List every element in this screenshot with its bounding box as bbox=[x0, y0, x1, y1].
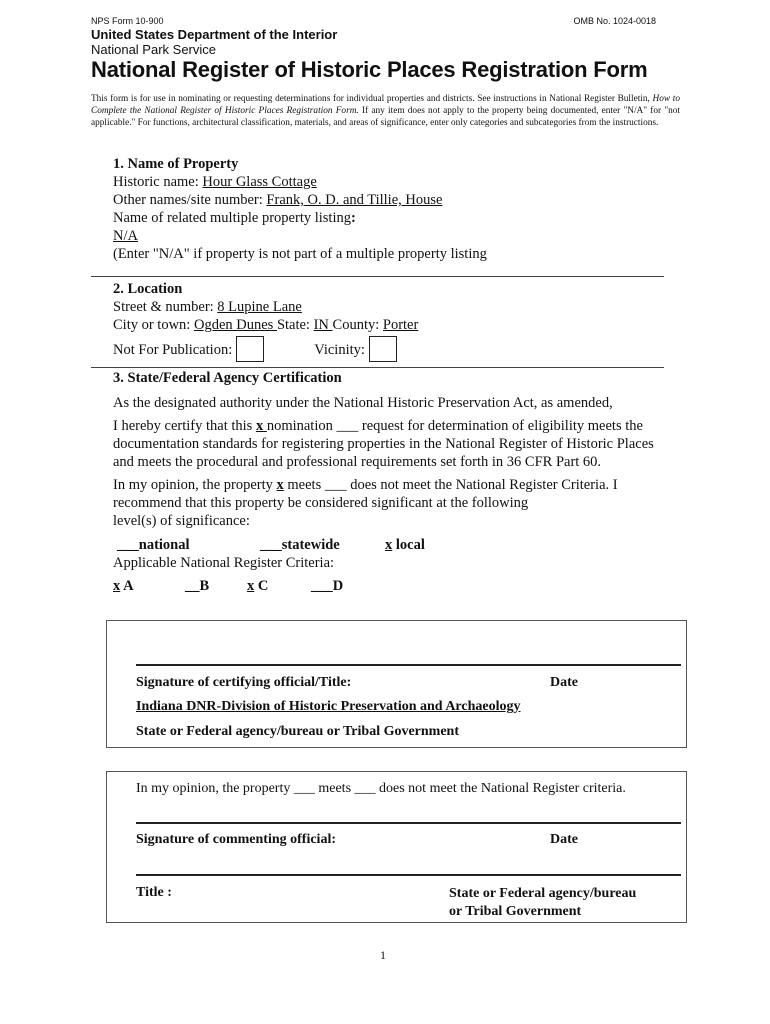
certify-line-2: documentation standards for registering properties in the National Register of Historic Places bbox=[113, 436, 654, 452]
section-2-heading: 2. Location bbox=[113, 281, 183, 297]
historic-name-label: Historic name: bbox=[113, 174, 203, 190]
commenting-signature-label: Signature of commenting official: bbox=[136, 832, 336, 847]
significance-levels bbox=[113, 536, 654, 554]
certify-nomination: nomination bbox=[266, 418, 337, 434]
commenting-title-line[interactable] bbox=[136, 874, 681, 876]
state-label: State: bbox=[276, 317, 314, 333]
commenting-date-label: Date bbox=[550, 832, 578, 847]
other-names-row bbox=[113, 191, 487, 209]
street-value: 8 Lupine Lane bbox=[217, 299, 302, 315]
certifying-signature-label: Signature of certifying official/Title: bbox=[136, 675, 352, 690]
section-3-heading: 3. State/Federal Agency Certification bbox=[113, 370, 342, 386]
level-statewide-mark: ___ bbox=[260, 537, 282, 553]
other-names-value: Frank, O. D. and Tillie, House bbox=[266, 192, 443, 208]
authority-statement: As the designated authority under the National Historic Preservation Act, as amended, bbox=[113, 395, 613, 411]
criterion-b-mark: __ bbox=[185, 578, 200, 594]
section-divider-1 bbox=[91, 276, 664, 277]
level-national bbox=[117, 536, 190, 554]
state-value: IN bbox=[313, 317, 333, 333]
commenting-title-label: Title : bbox=[136, 885, 172, 900]
omb-number: OMB No. 1024-0018 bbox=[573, 16, 656, 26]
section-name-of-property bbox=[113, 155, 487, 263]
commenting-agency-line-2: or Tribal Government bbox=[449, 904, 582, 919]
city-label: City or town: bbox=[113, 317, 194, 333]
related-listing-label: Name of related multiple property listing bbox=[113, 210, 351, 226]
commenting-agency-label bbox=[449, 885, 636, 921]
criterion-c bbox=[247, 577, 268, 595]
historic-name-row bbox=[113, 173, 487, 191]
opinion-rest: does not meet the National Register Criteria. I bbox=[346, 477, 618, 493]
criterion-d bbox=[311, 577, 343, 595]
intro-instructions bbox=[91, 93, 680, 129]
related-listing-value: N/A bbox=[113, 228, 138, 244]
certifying-agency-label: State or Federal agency/bureau or Tribal Government bbox=[136, 724, 460, 739]
intro-bulletin-title: How to Complete the National Register of Historic Places Registration Form. bbox=[91, 94, 681, 116]
criterion-a-mark: x bbox=[113, 578, 121, 594]
opinion-line-2: recommend that this property be considered significant at the following bbox=[113, 495, 529, 511]
certifying-agency-name: Indiana DNR-Division of Historic Preservation and Archaeology bbox=[136, 699, 521, 714]
certifying-date-label: Date bbox=[550, 675, 578, 690]
opinion-prefix: In my opinion, the property bbox=[113, 477, 277, 493]
intro-text-1: This form is for use in nominating or requesting determinations for individual properties and districts. See instructions in National Register Bulletin, bbox=[91, 94, 653, 104]
criterion-a bbox=[113, 577, 134, 595]
certify-blank: ___ bbox=[336, 418, 359, 434]
level-statewide bbox=[260, 536, 340, 554]
other-names-label: Other names/site number: bbox=[113, 192, 267, 208]
level-statewide-label: statewide bbox=[281, 537, 340, 553]
level-local bbox=[385, 536, 425, 554]
criterion-a-label: A bbox=[120, 578, 134, 594]
criterion-b-label: B bbox=[199, 578, 210, 594]
vicinity-label: Vicinity: bbox=[314, 342, 365, 358]
city-value: Ogden Dunes bbox=[193, 317, 277, 333]
related-listing-row bbox=[113, 209, 487, 227]
certifying-signature-line[interactable] bbox=[136, 664, 681, 666]
opinion-line-3: level(s) of significance: bbox=[113, 513, 250, 529]
related-listing-colon: : bbox=[350, 210, 356, 226]
not-for-publication-checkbox[interactable] bbox=[236, 336, 264, 362]
criterion-b bbox=[185, 577, 209, 595]
department-name: United States Department of the Interior bbox=[91, 27, 338, 42]
opinion-mark: x bbox=[276, 477, 284, 493]
city-state-county-row bbox=[113, 316, 418, 334]
level-local-mark: x bbox=[385, 537, 393, 553]
criterion-d-label: D bbox=[332, 578, 344, 594]
commenting-signature-line[interactable] bbox=[136, 822, 681, 824]
certify-line-1 bbox=[113, 417, 654, 435]
criterion-c-label: C bbox=[254, 578, 269, 594]
level-local-label: local bbox=[392, 537, 425, 553]
page-title: National Register of Historic Places Registration Form bbox=[91, 57, 648, 82]
county-label: County: bbox=[332, 317, 383, 333]
opinion-blank: ___ bbox=[324, 477, 347, 493]
page-number: 1 bbox=[380, 948, 386, 962]
section-location bbox=[113, 280, 418, 362]
criterion-c-mark: x bbox=[247, 578, 255, 594]
publication-row bbox=[113, 336, 418, 362]
section-1-heading: 1. Name of Property bbox=[113, 156, 239, 172]
related-listing-note: (Enter "N/A" if property is not part of a multiple property listing bbox=[113, 246, 487, 262]
certify-line-3: and meets the procedural and professional requirements set forth in 36 CFR Part 60. bbox=[113, 454, 602, 470]
intro-text-2: If any item does not apply to the property being documented, enter "N/A" for "not applicable." For functions, architectural classification, materials, and areas of significance, enter only categories and subcategories from the instructions. bbox=[91, 106, 681, 128]
commenting-agency-line-1: State or Federal agency/bureau bbox=[449, 886, 637, 901]
street-row bbox=[113, 298, 418, 316]
section-divider-2 bbox=[91, 367, 664, 368]
opinion-meets: meets bbox=[283, 477, 325, 493]
level-national-label: national bbox=[138, 537, 190, 553]
certify-mark: x bbox=[255, 418, 267, 434]
not-for-publication-label: Not For Publication: bbox=[113, 342, 233, 358]
criterion-d-mark: ___ bbox=[311, 578, 333, 594]
criteria-label: Applicable National Register Criteria: bbox=[113, 555, 335, 571]
certify-rest: request for determination of eligibility meets the bbox=[358, 418, 643, 434]
form-number: NPS Form 10-900 bbox=[91, 16, 164, 26]
vicinity-checkbox[interactable] bbox=[369, 336, 397, 362]
opinion-line-1 bbox=[113, 476, 654, 494]
county-value: Porter bbox=[382, 317, 419, 333]
commenting-opinion: In my opinion, the property ___ meets ___ does not meet the National Register criteria. bbox=[136, 781, 626, 796]
certify-prefix: I hereby certify that this bbox=[113, 418, 256, 434]
historic-name-value: Hour Glass Cottage bbox=[202, 174, 317, 190]
section-agency-certification bbox=[113, 369, 654, 595]
level-national-mark: ___ bbox=[117, 537, 139, 553]
street-label: Street & number: bbox=[113, 299, 218, 315]
service-name: National Park Service bbox=[91, 42, 216, 57]
criteria-row bbox=[113, 577, 654, 595]
